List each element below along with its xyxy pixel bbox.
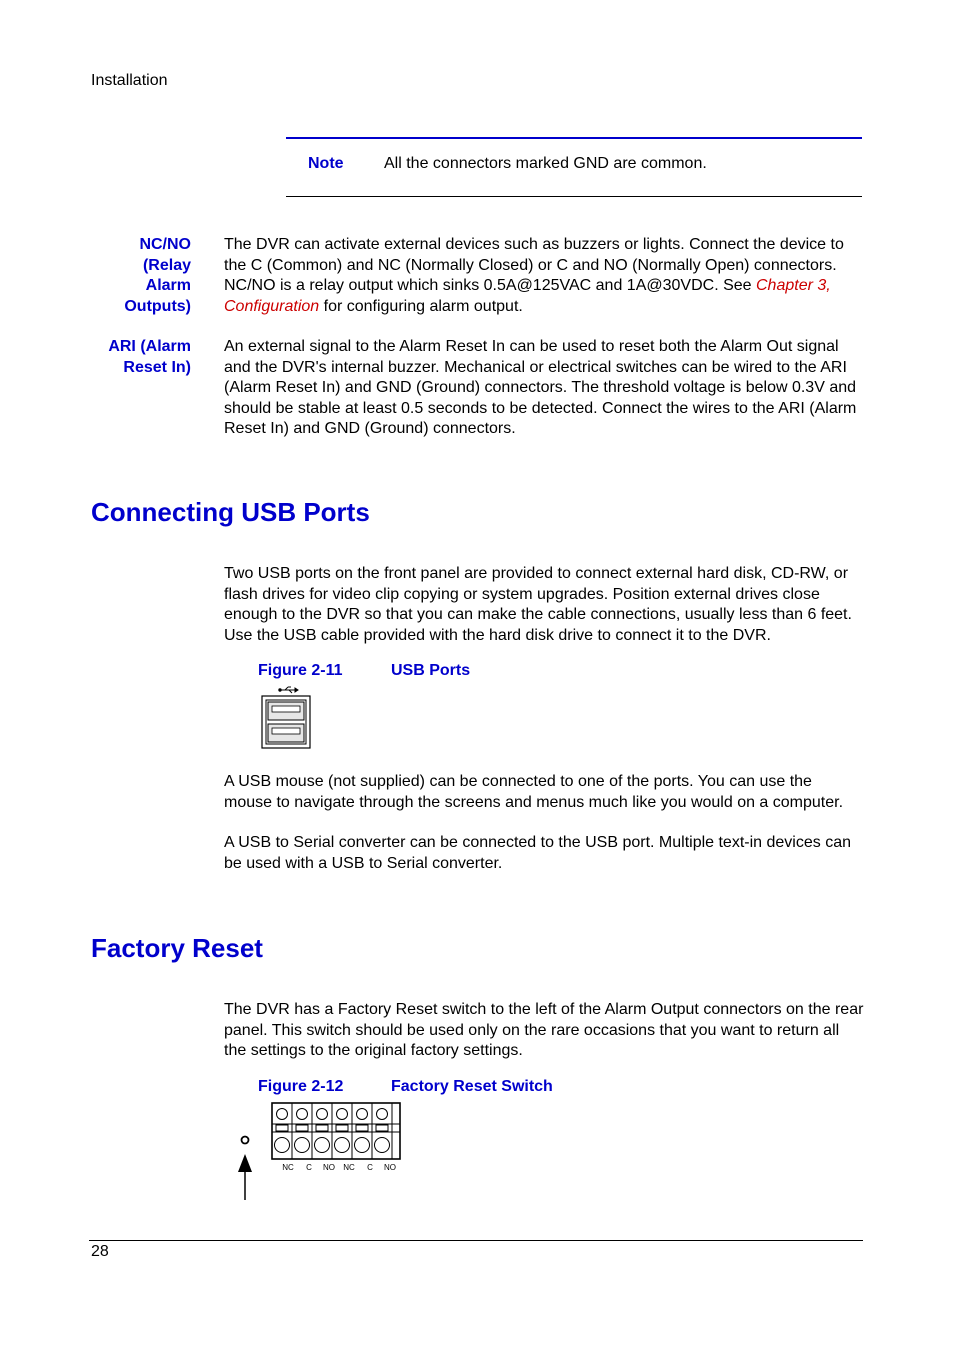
- terminal-block: [272, 1103, 400, 1159]
- figure-2-12-number: Figure 2-12: [258, 1078, 344, 1095]
- relay-side-heading: [91, 235, 191, 317]
- figure-2-11-title: USB Ports: [391, 662, 471, 679]
- relay-paragraph: [224, 235, 864, 317]
- reset-switch-hole: [242, 1137, 249, 1144]
- note-text: All the connectors marked GND are common.: [384, 155, 707, 172]
- relay-head-line: (Relay: [142, 256, 191, 274]
- usb-paragraph-3: A USB to Serial converter can be connected to the USB port. Multiple text-in devices can be used with a USB to Serial converter.: [224, 834, 851, 872]
- ari-head-line: ARI (Alarm: [108, 338, 191, 355]
- ari-head-line: Reset In): [123, 358, 191, 376]
- ari-paragraph: An external signal to the Alarm Reset In can be used to reset both the Alarm Out signal and the DVR's internal buzzer. Mechanical or electrical switches can be wired to the ARI (Alarm Reset In) and GND (Ground) connectors. The threshold voltage is below 0.3V and should be stable at least 0.5 seconds to be detected. Connect the wires to the ARI (Alarm Reset In) and GND (Ground) connectors.: [224, 338, 857, 437]
- factory-reset-heading: Factory Reset: [91, 933, 263, 963]
- relay-head-line: Outputs): [124, 297, 191, 315]
- terminal-label: C: [367, 1163, 373, 1172]
- terminal-label: NO: [384, 1163, 396, 1172]
- usb-ports-figure: [258, 684, 318, 752]
- chapter-3-link[interactable]: Chapter 3, Configuration: [224, 277, 831, 315]
- note-box: [286, 137, 862, 197]
- factory-reset-figure: [232, 1100, 402, 1202]
- terminal-label: NO: [323, 1163, 335, 1172]
- usb-section-heading: Connecting USB Ports: [91, 497, 370, 527]
- relay-text-before: The DVR can activate external devices such as buzzers or lights. Connect the device to the C (Common) and NC (Normally Closed) or C and NO (Normally Open) connectors. NC/NO is a relay output which sinks 0.5A@125VAC and 1A@30VDC. See: [224, 236, 844, 294]
- relay-head-line: NC/NO: [139, 236, 191, 253]
- figure-2-12-title: Factory Reset Switch: [391, 1078, 553, 1095]
- terminal-label: NC: [282, 1163, 294, 1172]
- usb-paragraph-2: A USB mouse (not supplied) can be connected to one of the ports. You can use the mouse to navigate through the screens and menus much like you would on a computer.: [224, 773, 844, 811]
- running-head: Installation: [91, 72, 168, 89]
- figure-2-11-number: Figure 2-11: [258, 662, 343, 679]
- terminal-label: NC: [343, 1163, 355, 1172]
- page-number: 28: [91, 1243, 109, 1260]
- note-label: Note: [308, 155, 344, 172]
- usb-trident-icon: [279, 687, 298, 693]
- factory-reset-paragraph: The DVR has a Factory Reset switch to the left of the Alarm Output connectors on the rear panel. This switch should be used only on the rare occasions that you want to return all the settings to the original factory settings.: [224, 1001, 864, 1059]
- relay-text-after: for configuring alarm output.: [319, 297, 523, 315]
- relay-head-line: Alarm: [145, 277, 191, 294]
- usb-paragraph-1: Two USB ports on the front panel are provided to connect external hard disk, CD-RW, or flash drives for video clip copying or system upgrades. Position external drives close enough to the DVR so that you can make the cable connections, usually less than 6 feet. Use the USB cable provided with the hard disk drive to connect it to the DVR.: [224, 565, 852, 644]
- usb-port-bottom-tongue: [272, 728, 300, 734]
- terminal-label: C: [306, 1163, 312, 1172]
- ari-side-heading: [91, 337, 191, 378]
- footer-rule: [89, 1240, 863, 1241]
- usb-port-top-tongue: [272, 706, 300, 712]
- arrow-up-icon: [238, 1154, 252, 1200]
